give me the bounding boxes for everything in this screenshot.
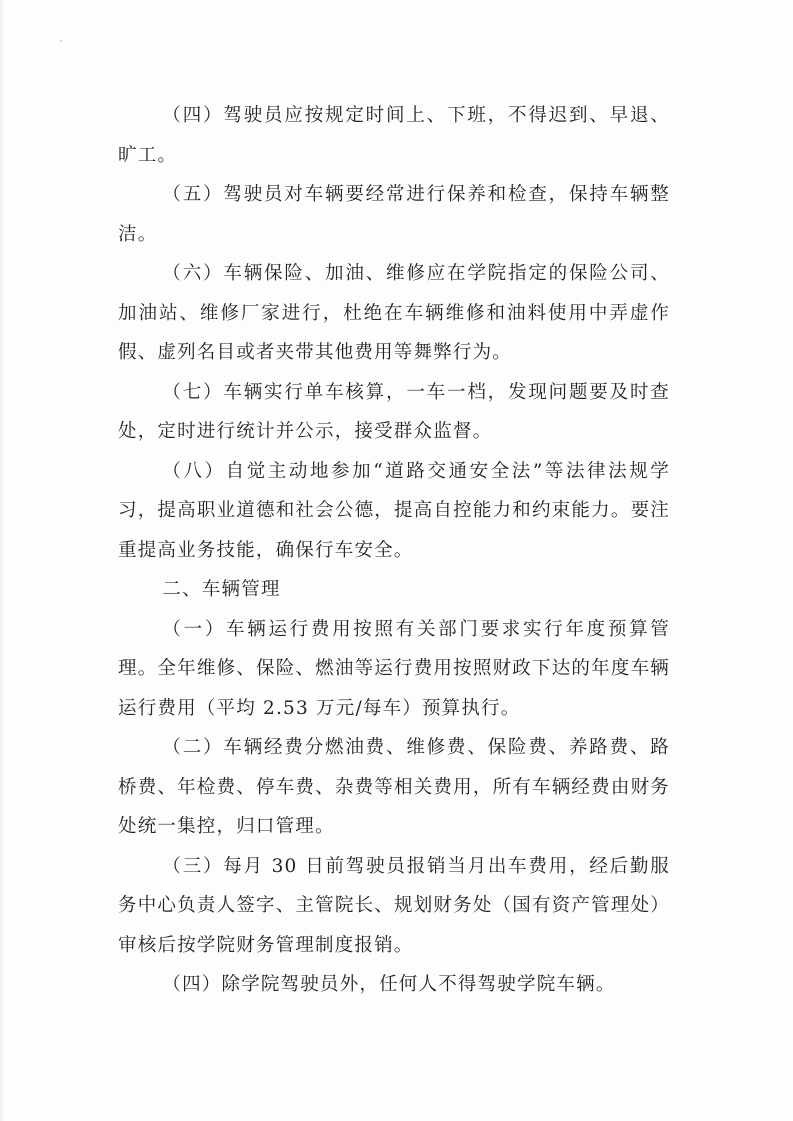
section-paragraph-2: （二）车辆经费分燃油费、维修费、保险费、养路费、路桥费、年检费、停车费、杂费等相关费用，所有车辆经费由财务处统一集控，归口管理。 [118, 737, 670, 837]
paragraph-item-8: （八）自觉主动地参加“道路交通安全法”等法律法规学习，提高职业道德和社会公德，提高自控能力和约束能力。要注重提高业务技能，确保行车安全。 [118, 460, 670, 561]
document-body [118, 96, 670, 1005]
section-heading-vehicle-management: 二、车辆管理 [162, 579, 281, 600]
paragraph-item-7: （七）车辆实行单车核算，一车一档，发现问题要及时查处，定时进行统计并公示，接受群众监督。 [118, 381, 670, 442]
section-paragraph-3: （三）每月 30 日前驾驶员报销当月出车费用，经后勤服务中心负责人签字、主管院长、规划财务处（国有资产管理处）审核后按学院财务管理制度报销。 [118, 855, 670, 956]
paragraph-item-5: （五）驾驶员对车辆要经常进行保养和检查，保持车辆整洁。 [118, 184, 670, 245]
paragraph-item-4: （四）驾驶员应按规定时间上、下班，不得迟到、早退、旷工。 [118, 105, 670, 166]
section-paragraph-4: （四）除学院驾驶员外，任何人不得驾驶学院车辆。 [162, 974, 616, 995]
section-paragraph-1: （一）车辆运行费用按照有关部门要求实行年度预算管理。全年维修、保险、燃油等运行费用按照财政下达的年度车辆运行费用（平均 2.53 万元/每车）预算执行。 [118, 618, 670, 719]
scan-speck [60, 40, 62, 42]
scan-edge [0, 0, 3, 1121]
paragraph-item-6: （六）车辆保险、加油、维修应在学院指定的保险公司、加油站、维修厂家进行，杜绝在车辆维修和油料使用中弄虚作假、虚列名目或者夹带其他费用等舞弊行为。 [118, 263, 670, 363]
